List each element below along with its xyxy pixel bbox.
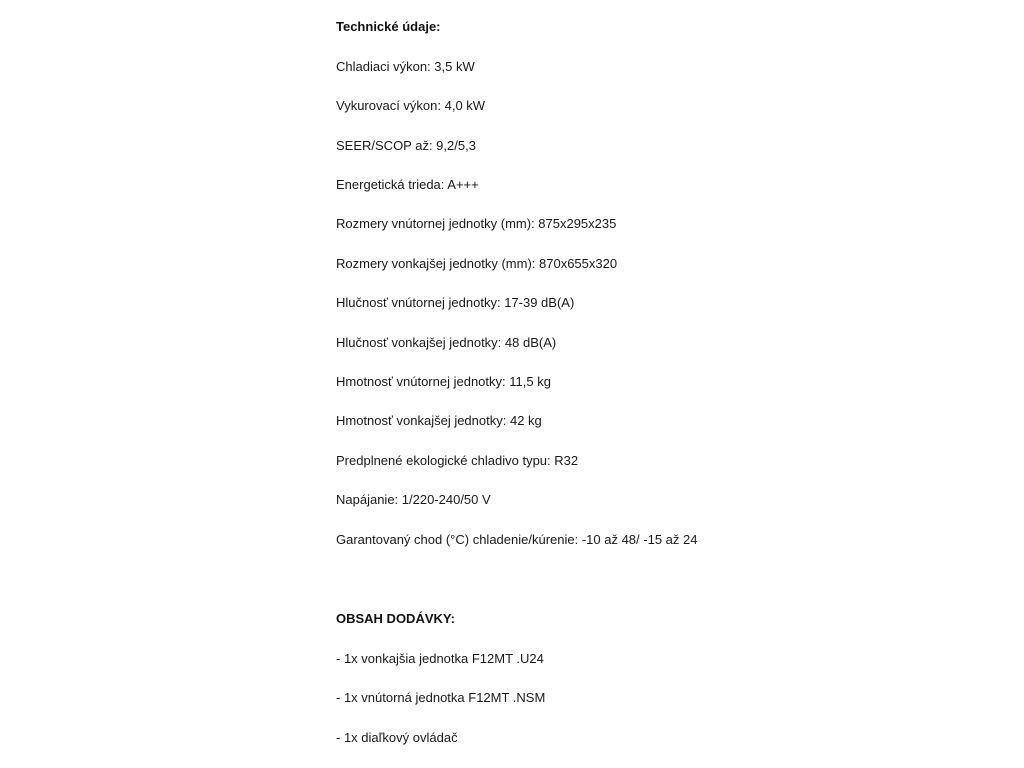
spec-indoor-dimensions: Rozmery vnútornej jednotky (mm): 875x295x235: [336, 216, 617, 231]
spec-outdoor-weight: Hmotnosť vonkajšej jednotky: 42 kg: [336, 413, 542, 428]
spec-heating-capacity: Vykurovací výkon: 4,0 kW: [336, 98, 486, 113]
delivery-item-outdoor-unit: - 1x vonkajšia jednotka F12MT .U24: [336, 651, 544, 666]
delivery-item-remote: - 1x diaľkový ovládač: [336, 730, 458, 745]
delivery-item-indoor-unit: - 1x vnútorná jednotka F12MT .NSM: [336, 690, 546, 705]
spec-indoor-weight: Hmotnosť vnútornej jednotky: 11,5 kg: [336, 374, 551, 389]
spec-operating-range: Garantovaný chod (°C) chladenie/kúrenie: -10 až 48/ -15 až 24: [336, 532, 698, 547]
spec-seer-scop: SEER/SCOP až: 9,2/5,3: [336, 138, 476, 153]
tech-specs-heading: Technické údaje:: [336, 19, 441, 34]
delivery-heading: OBSAH DODÁVKY:: [336, 611, 455, 626]
spec-indoor-noise: Hlučnosť vnútornej jednotky: 17-39 dB(A): [336, 295, 575, 310]
spec-refrigerant: Predplnené ekologické chladivo typu: R32: [336, 453, 579, 468]
spec-power-supply: Napájanie: 1/220-240/50 V: [336, 492, 491, 507]
spec-energy-class: Energetická trieda: A+++: [336, 177, 479, 192]
spec-outdoor-dimensions: Rozmery vonkajšej jednotky (mm): 870x655x320: [336, 256, 618, 271]
spec-outdoor-noise: Hlučnosť vonkajšej jednotky: 48 dB(A): [336, 335, 557, 350]
spec-cooling-capacity: Chladiaci výkon: 3,5 kW: [336, 59, 475, 74]
